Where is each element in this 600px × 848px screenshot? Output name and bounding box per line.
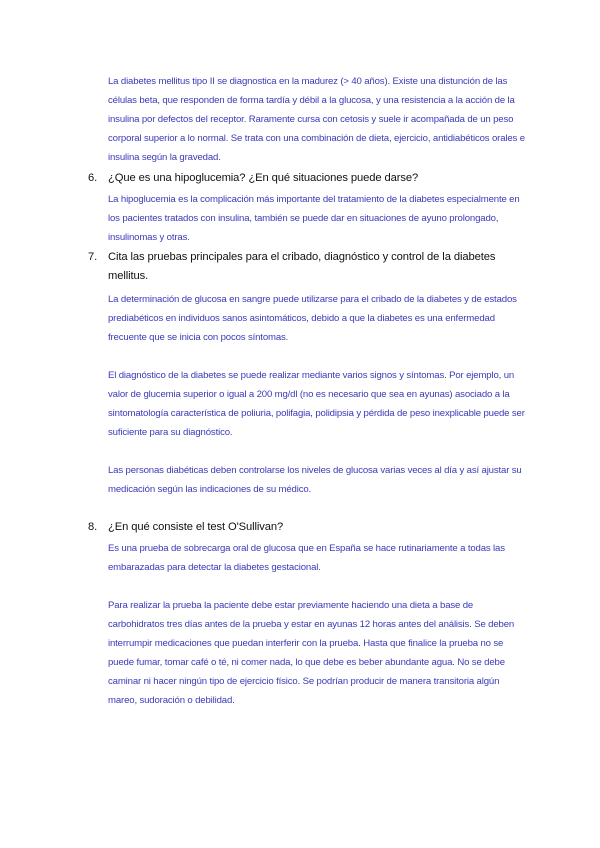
question-8-answer-2: Para realizar la prueba la paciente debe estar previamente haciendo una dieta a base de carbohidratos tres días antes de la prueba y estar en ayunas 12 horas antes del análisis. Se deben interrumpir medicaciones que puedan interferir con la prueba. Hasta que finalice la prueba no se puede fumar, tomar café o té, ni comer nada, lo que debe es beber abundante agua. No se debe caminar ni hacer ningún tipo de ejercicio físico. Se podrían producir de manera transitoria algún mareo, sudoración o debilidad. — [108, 600, 515, 706]
question-6-number: 6. — [88, 172, 98, 184]
question-6-answer: La hipoglucemia es la complicación más importante del tratamiento de la diabetes especialmente en los pacientes tratados con insulina, también se puede dar en situaciones de ayuno prolongado, insulinomas y otras. — [108, 194, 520, 243]
question-7-number: 7. — [88, 251, 98, 263]
question-7-answer-3: Las personas diabéticas deben controlarse los niveles de glucosa varias veces al día y así ajustar su medicación según las indicaciones de su médico. — [108, 465, 522, 495]
question-8-answer-1: Es una prueba de sobrecarga oral de glucosa que en España se hace rutinariamente a todas las embarazadas para detectar la diabetes gestacional. — [108, 543, 505, 573]
intro-paragraph: La diabetes mellitus tipo II se diagnostica en la madurez (> 40 años). Existe una distunción de las células beta, que responden de forma tardía y débil a la glucosa, y una resistencia a la acción de la insulina por defectos del receptor. Raramente cursa con cetosis y suele ir acompañada de un peso corporal superior a lo normal. Se trata con una combinación de dieta, ejercicio, antidiabéticos orales e insulina según la gravedad. — [108, 76, 525, 163]
question-6-heading — [88, 169, 528, 188]
question-7-answer-2: El diagnóstico de la diabetes se puede realizar mediante varios signos y síntomas. Por ejemplo, un valor de glucemia superior o igual a 200 mg/dl (no es necesario que sea en ayunas) asociado a la sintomatología característica de poliuria, polifagia, polidipsia y pérdida de peso inexplicable puede ser suficiente para su diagnóstico. — [108, 370, 525, 438]
question-7-heading — [88, 248, 528, 286]
question-8-heading — [88, 518, 528, 537]
question-8-number: 8. — [88, 521, 98, 533]
question-6-text: ¿Que es una hipoglucemia? ¿En qué situaciones puede darse? — [108, 172, 419, 184]
question-8-text: ¿En qué consiste el test O'Sullivan? — [108, 521, 284, 533]
question-7-text: Cita las pruebas principales para el cribado, diagnóstico y control de la diabetes mellitus. — [108, 251, 496, 282]
question-7-answer-1: La determinación de glucosa en sangre puede utilizarse para el cribado de la diabetes y de estados prediabéticos en individuos sanos asintomáticos, debido a que la diabetes es una enfermedad frecuente que se inicia con pocos síntomas. — [108, 294, 517, 343]
